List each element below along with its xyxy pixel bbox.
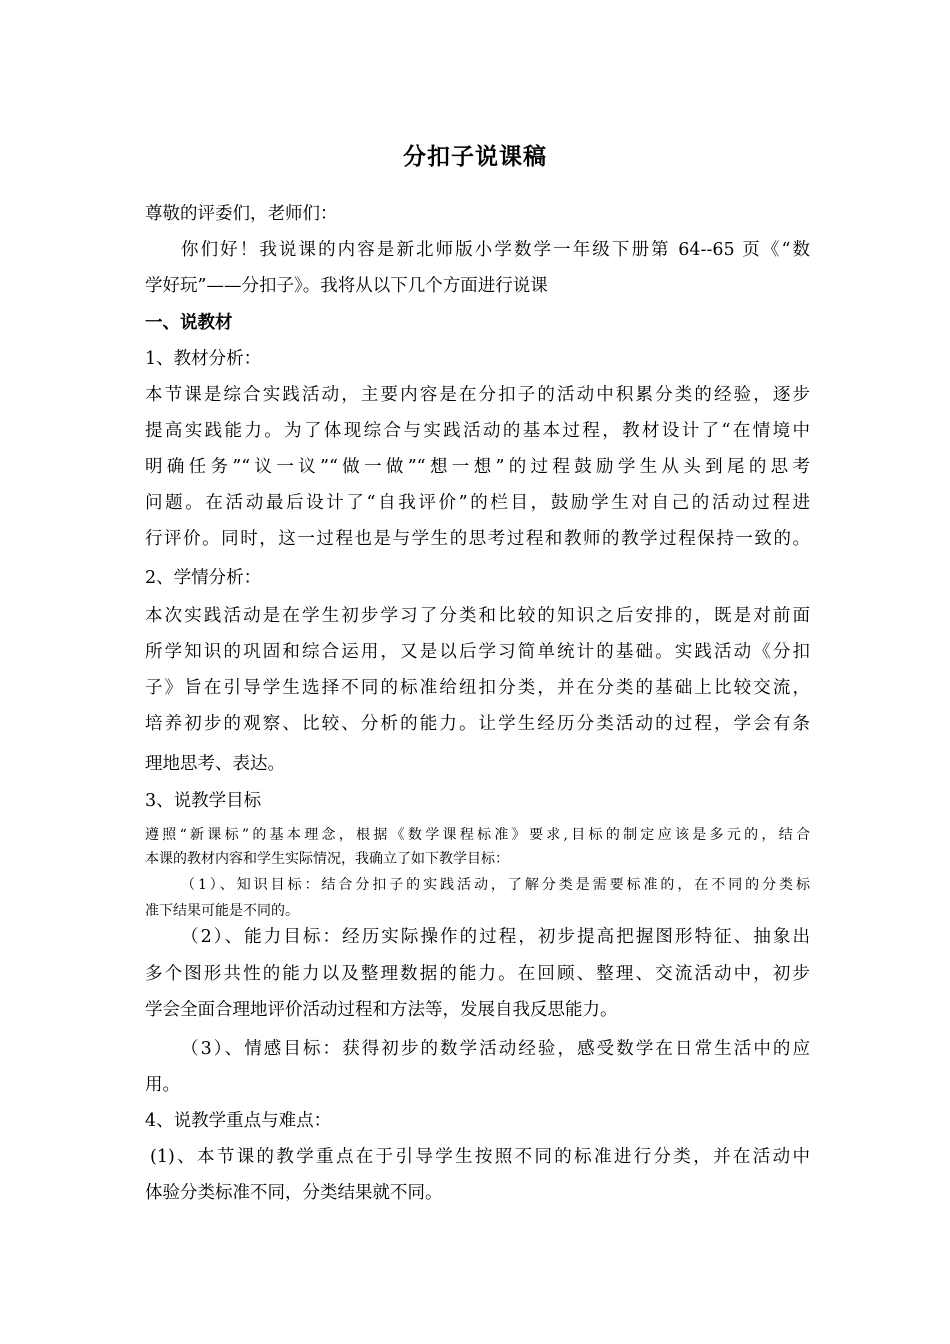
document-title: 分扣子说课稿 bbox=[403, 143, 547, 170]
item2-line-5: 理地思考、表达。 bbox=[145, 754, 285, 774]
item1-line-3: 明确任务”“议一议”“做一做”“想一想”的过程鼓励学生从头到尾的思考 bbox=[145, 457, 810, 477]
intro-line-2: 学好玩”——分扣子》。我将从以下几个方面进行说课 bbox=[145, 276, 548, 296]
greeting: 尊敬的评委们，老师们： bbox=[145, 204, 338, 224]
item1-heading: 1、教材分析： bbox=[145, 349, 262, 369]
intro-line-1: 你们好！我说课的内容是新北师版小学数学一年级下册第 64--65 页《“数 bbox=[181, 240, 810, 260]
item2-line-2: 所学知识的巩固和综合运用，又是以后学习简单统计的基础。实践活动《分扣 bbox=[145, 642, 810, 662]
goal2-line-1: （2）、能力目标：经历实际操作的过程，初步提高把握图形特征、抽象出 bbox=[181, 927, 810, 947]
item2-heading: 2、学情分析： bbox=[145, 568, 262, 588]
item3-small-line-2: 本课的教材内容和学生实际情况，我确立了如下教学目标： bbox=[145, 851, 509, 867]
goal1-line-2: 准下结果可能是不同的。 bbox=[145, 903, 299, 919]
item4-line-2: 体验分类标准不同，分类结果就不同。 bbox=[145, 1183, 443, 1203]
item2-line-4: 培养初步的观察、比较、分析的能力。让学生经历分类活动的过程，学会有条 bbox=[145, 714, 810, 734]
section-heading: 一、说教材 bbox=[145, 313, 233, 333]
item3-heading: 3、说教学目标 bbox=[145, 791, 262, 811]
item4-heading: 4、说教学重点与难点： bbox=[145, 1111, 332, 1131]
item4-line-1: (1)、本节课的教学重点在于引导学生按照不同的标准进行分类，并在活动中 bbox=[150, 1147, 810, 1167]
item1-line-5: 行评价。同时，这一过程也是与学生的思考过程和教师的教学过程保持一致的。 bbox=[145, 529, 810, 549]
goal2-line-2: 多个图形共性的能力以及整理数据的能力。在回顾、整理、交流活动中，初步 bbox=[145, 964, 810, 984]
goal3-line-1: （3）、情感目标：获得初步的数学活动经验，感受数学在日常生活中的应 bbox=[181, 1039, 810, 1059]
goal2-line-3: 学会全面合理地评价活动过程和方法等，发展自我反思能力。 bbox=[145, 1000, 618, 1020]
item2-line-3: 子》旨在引导学生选择不同的标准给纽扣分类，并在分类的基础上比较交流， bbox=[145, 678, 810, 698]
item3-small-line-1: 遵照“新课标”的基本理念，根据《数学课程标准》要求,目标的制定应该是多元的，结合 bbox=[145, 827, 810, 843]
item1-line-4: 问题。在活动最后设计了“自我评价”的栏目，鼓励学生对自己的活动过程进 bbox=[145, 493, 810, 513]
item2-line-1: 本次实践活动是在学生初步学习了分类和比较的知识之后安排的，既是对前面 bbox=[145, 606, 810, 626]
goal3-line-2: 用。 bbox=[145, 1075, 180, 1095]
item1-line-1: 本节课是综合实践活动，主要内容是在分扣子的活动中积累分类的经验，逐步 bbox=[145, 385, 810, 405]
item1-line-2: 提高实践能力。为了体现综合与实践活动的基本过程，教材设计了“在情境中 bbox=[145, 421, 810, 441]
goal1-line-1: （1）、知识目标：结合分扣子的实践活动，了解分类是需要标准的，在不同的分类标 bbox=[181, 877, 810, 893]
